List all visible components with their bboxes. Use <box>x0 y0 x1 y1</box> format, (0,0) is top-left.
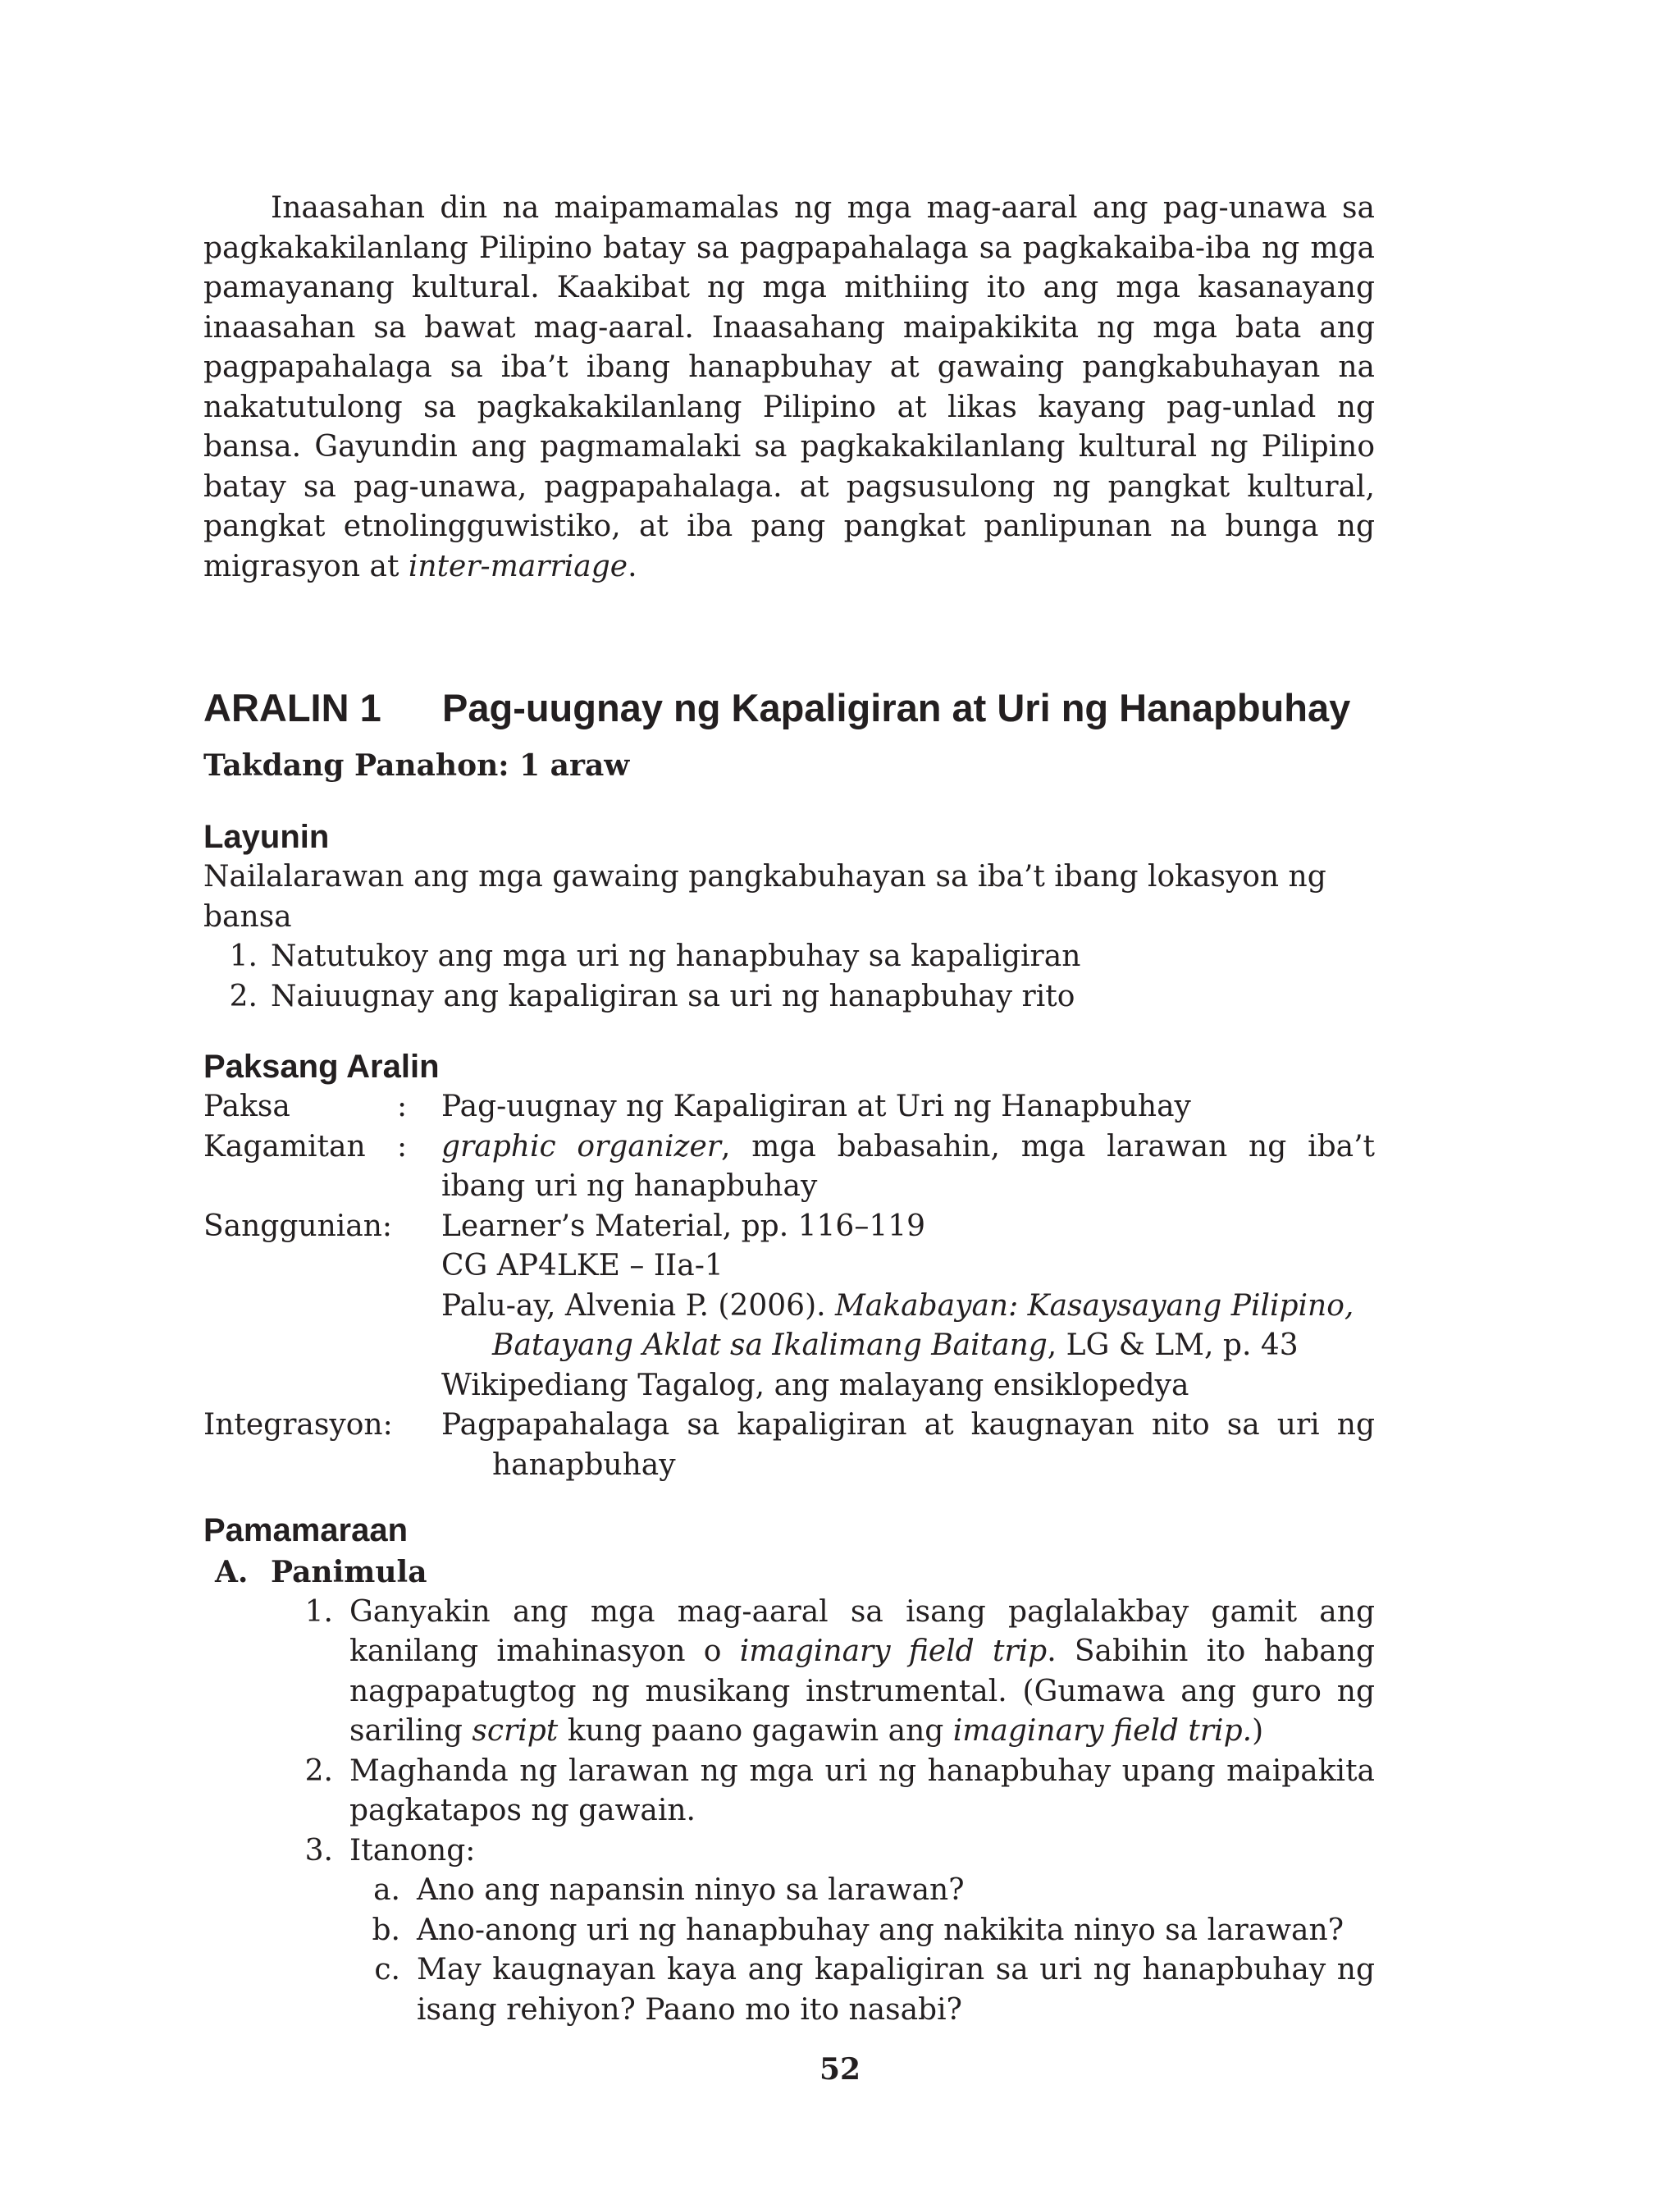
reference-author: Palu-ay, Alvenia P. (2006). <box>441 1288 836 1323</box>
intro-end: . <box>628 549 637 583</box>
pamamaraan-heading: Pamamaraan <box>203 1512 409 1548</box>
question-letter: a. <box>373 1873 400 1907</box>
step-text: Itanong: <box>349 1833 476 1868</box>
kagamitan-label: Kagamitan <box>203 1129 366 1164</box>
kagamitan-rest: , mga babasahin, mga larawan ng iba’t ibang uri ng hanapbuhay <box>441 1129 1375 1203</box>
question-list <box>203 1871 1375 2030</box>
panimula-heading <box>203 1552 1375 1593</box>
step-number: 1. <box>304 1594 333 1629</box>
reference-item: Learner’s Material, pp. 116–119 <box>441 1209 926 1243</box>
objective-text: Natutukoy ang mga uri ng hanapbuhay sa kapaligiran <box>271 940 1081 973</box>
reference-suffix: , LG & LM, p. 43 <box>1047 1328 1299 1362</box>
list-item <box>203 1950 1375 2030</box>
step-text: Maghanda ng larawan ng mga uri ng hanapbuhay upang maipakita pagkatapos ng gawain. <box>349 1753 1375 1827</box>
lesson-title-text: Pag-uugnay ng Kapaligiran at Uri ng Hanapbuhay <box>442 686 1351 729</box>
panimula-letter: A. <box>215 1555 249 1589</box>
sanggunian-label: Sanggunian: <box>203 1209 393 1243</box>
intro-text: Inaasahan din na maipamamalas ng mga mag-aaral ang pag-unawa sa pagkakakilanlang Pilipino batay sa pagpapahalaga sa pagkakaiba-iba ng mga pamayanang kultural. Kaakibat ng mga mithiing ito ang mga kasanayang inaasahan sa bawat mag-aaral. Inaasahang maipakikita ng mga bata ang pagpapahalaga sa iba’t ibang hanapbuhay at gawaing pangkabuhayan na nakatutulong sa pagkakakilanlang Pilipino at likas kayang pag-unlad ng bansa. Gayundin ang pagmamalaki sa pagkakakilanlang kultural ng Pilipino batay sa pag-unawa, pagpapahalaga. at pagsusulong ng pangkat kultural, pangkat etnolingguwistiko, at iba pang pangkat panlipunan na bunga ng migrasyon at <box>203 191 1375 583</box>
paksang-aralin-section <box>203 1087 1375 1485</box>
question-text: Ano ang napansin ninyo sa larawan? <box>417 1873 965 1907</box>
list-item <box>203 937 1375 977</box>
step-number: 2. <box>304 1753 333 1788</box>
reference-item <box>441 1287 1375 1366</box>
integrasyon-label: Integrasyon: <box>203 1408 393 1442</box>
integrasyon-value <box>441 1406 1375 1485</box>
integrasyon-line-1: Pagpapahalaga sa kapaligiran at kaugnayan nito sa uri ng <box>441 1408 1375 1442</box>
kagamitan-colon: : <box>397 1129 408 1164</box>
document-page <box>203 189 1375 2030</box>
pamamaraan-section <box>203 1593 1375 2031</box>
intro-italic-term: inter-marriage <box>408 549 628 583</box>
paksang-aralin-heading: Paksang Aralin <box>203 1049 440 1085</box>
intro-paragraph <box>203 189 1375 587</box>
paksa-label: Paksa <box>203 1090 290 1123</box>
integrasyon-row <box>203 1406 1375 1485</box>
step-text: Ganyakin ang mga mag-aaral sa isang paglalakbay gamit ang kanilang imahinasyon o imaginary field trip. Sabihin ito habang nagpapatugtog ng musikang instrumental. (Gumawa ang guro ng sariling script kung paano gagawin ang imaginary field trip.) <box>349 1594 1375 1748</box>
step-list <box>203 1593 1375 1872</box>
question-text: May kaugnayan kaya ang kapaligiran sa uri ng hanapbuhay ng isang rehiyon? Paano mo ito nasabi? <box>417 1953 1375 2027</box>
lesson-number: ARALIN 1 <box>203 686 381 729</box>
objective-text: Naiuugnay ang kapaligiran sa uri ng hanapbuhay rito <box>271 979 1075 1013</box>
layunin-text: Nailalarawan ang mga gawaing pangkabuhayan sa iba’t ibang lokasyon ng bansa <box>203 860 1326 934</box>
kagamitan-italic: graphic organizer <box>441 1129 721 1164</box>
paksa-value: Pag-uugnay ng Kapaligiran at Uri ng Hanapbuhay <box>441 1090 1191 1123</box>
panimula-title: Panimula <box>271 1555 427 1589</box>
page-number: 52 <box>819 2052 861 2087</box>
reference-subtitle: Batayang Aklat sa Ikalimang Baitang <box>492 1328 1048 1362</box>
list-item <box>203 1593 1375 1752</box>
list-item <box>203 1752 1375 1831</box>
objective-list <box>203 937 1375 1017</box>
question-letter: b. <box>372 1913 400 1947</box>
lesson-duration: Takdang Panahon: 1 araw <box>203 748 630 783</box>
paksa-colon: : <box>397 1090 408 1123</box>
objective-number: 1. <box>229 940 258 973</box>
layunin-heading: Layunin <box>203 819 330 855</box>
sanggunian-values <box>441 1207 1375 1406</box>
question-text: Ano-anong uri ng hanapbuhay ang nakikita ninyo sa larawan? <box>417 1913 1344 1947</box>
lesson-title <box>203 684 1375 733</box>
list-item <box>203 1871 1375 1911</box>
layunin-section <box>203 857 1375 1017</box>
question-letter: c. <box>374 1953 400 1987</box>
reference-title: Makabayan: Kasaysayang Pilipino, <box>835 1288 1354 1323</box>
kagamitan-row <box>203 1127 1375 1207</box>
objective-number: 2. <box>229 979 258 1013</box>
list-item <box>203 977 1375 1017</box>
kagamitan-value <box>441 1127 1375 1207</box>
sanggunian-row <box>203 1207 1375 1406</box>
reference-item: CG AP4LKE – IIa-1 <box>441 1249 724 1282</box>
paksa-row <box>203 1087 1375 1127</box>
reference-item: Wikipediang Tagalog, ang malayang ensiklopedya <box>441 1368 1189 1402</box>
list-item <box>203 1831 1375 1872</box>
integrasyon-line-2: hanapbuhay <box>492 1447 676 1482</box>
list-item <box>203 1911 1375 1951</box>
step-number: 3. <box>304 1833 333 1868</box>
